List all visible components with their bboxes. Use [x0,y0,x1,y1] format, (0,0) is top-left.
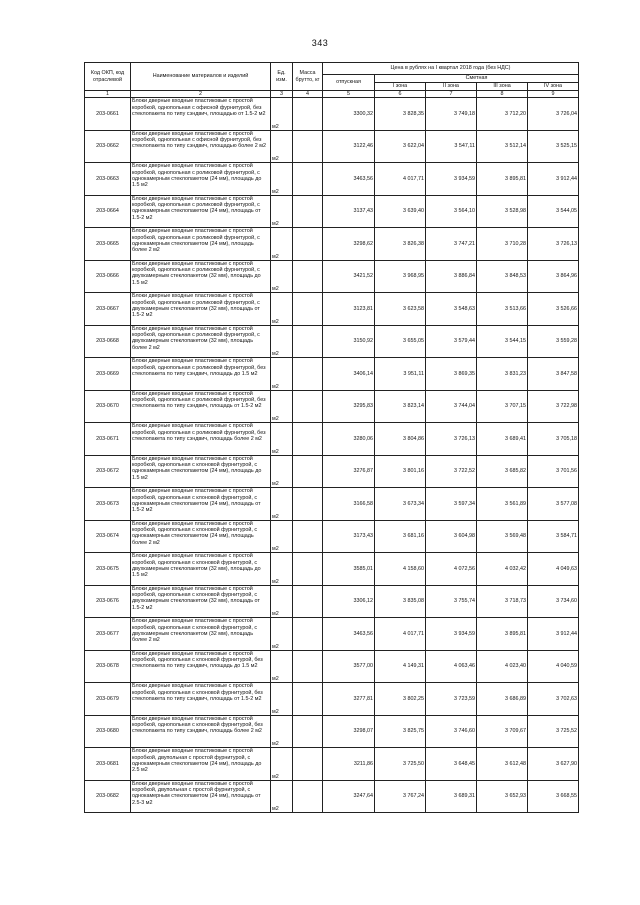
row-zone-3-price: 3 709,67 [477,715,528,748]
row-zone-2-price: 3 934,59 [426,618,477,651]
row-zone-3-price: 3 689,41 [477,423,528,456]
header-mass: Масса брутто, кг [293,63,323,91]
row-name: Блоки дверные входные пластиковые с простой коробкой, двупольная с простой фурнитурой, с однокамерным стеклопакетом (24 мм), площадь от 2.5-3 м2 [131,780,271,813]
row-unit: м2 [271,585,293,618]
table-row [85,130,579,163]
row-code: 203-0668 [85,325,131,358]
col-number: 3 [271,91,293,98]
table-row [85,520,579,553]
row-code: 203-0676 [85,585,131,618]
row-unit: м2 [271,488,293,521]
row-zone-4-price: 3 668,55 [528,780,579,813]
row-name: Блоки дверные входные пластиковые с простой коробкой, однопольная с роликовой фурнитурой, с двухкамерным стеклопакетом (32 мм), площадь от 1.5-2 м2 [131,293,271,326]
row-zone-4-price: 4 049,63 [528,553,579,586]
row-code: 203-0662 [85,130,131,163]
row-zone-3-price: 3 707,15 [477,390,528,423]
row-zone-4-price: 3 526,66 [528,293,579,326]
row-zone-1-price: 4 017,71 [375,618,426,651]
row-zone-4-price: 3 584,71 [528,520,579,553]
row-zone-4-price: 3 544,05 [528,195,579,228]
row-zone-2-price: 3 722,52 [426,455,477,488]
table-row [85,715,579,748]
header-code: Код ОКП, код отраслевой [85,63,131,91]
page-number: 343 [311,38,329,48]
row-mass [293,520,323,553]
row-zone-3-price: 3 544,15 [477,325,528,358]
row-release-price: 3406,14 [323,358,375,391]
row-release-price: 3298,62 [323,228,375,261]
row-zone-2-price: 3 749,18 [426,98,477,131]
row-mass [293,390,323,423]
row-name: Блоки дверные входные пластиковые с простой коробкой, двупольная с простой фурнитурой, с однокамерным стеклопакетом (24 мм), площадь до 2.5 м2 [131,748,271,781]
row-unit: м2 [271,780,293,813]
row-name: Блоки дверные входные пластиковые с простой коробкой, однопольная с клоновой фурнитурой, без стеклопакета по типу сэндвич, площадь от 1.5-2 м2 [131,683,271,716]
row-zone-3-price: 3 512,14 [477,130,528,163]
row-release-price: 3247,64 [323,780,375,813]
row-zone-1-price: 3 825,75 [375,715,426,748]
row-zone-4-price: 3 912,44 [528,163,579,196]
row-unit: м2 [271,358,293,391]
row-zone-3-price: 3 718,73 [477,585,528,618]
row-code: 203-0671 [85,423,131,456]
row-zone-3-price: 3 686,89 [477,683,528,716]
table-row [85,390,579,423]
row-zone-3-price: 3 712,20 [477,98,528,131]
row-release-price: 3300,32 [323,98,375,131]
row-zone-2-price: 3 564,10 [426,195,477,228]
row-zone-3-price: 3 848,53 [477,260,528,293]
row-zone-2-price: 3 547,11 [426,130,477,163]
row-release-price: 3123,81 [323,293,375,326]
table-row [85,293,579,326]
row-code: 203-0674 [85,520,131,553]
row-code: 203-0672 [85,455,131,488]
col-number: 8 [477,91,528,98]
row-unit: м2 [271,293,293,326]
table-row [85,553,579,586]
col-number: 2 [131,91,271,98]
row-zone-1-price: 3 681,16 [375,520,426,553]
row-mass [293,228,323,261]
row-code: 203-0675 [85,553,131,586]
row-zone-2-price: 3 597,34 [426,488,477,521]
row-zone-4-price: 3 726,04 [528,98,579,131]
table-row [85,358,579,391]
table-row [85,585,579,618]
row-zone-1-price: 3 801,16 [375,455,426,488]
row-unit: м2 [271,325,293,358]
row-mass [293,488,323,521]
row-mass [293,423,323,456]
row-zone-4-price: 3 702,63 [528,683,579,716]
row-zone-1-price: 3 767,24 [375,780,426,813]
row-zone-2-price: 3 755,74 [426,585,477,618]
row-zone-1-price: 3 622,04 [375,130,426,163]
header-zone-4: IV зона [528,83,579,91]
row-name: Блоки дверные входные пластиковые с простой коробкой, однопольная с клоновой фурнитурой, с однокамерным стеклопакетом (24 мм), площадь от 1.5-2 м2 [131,488,271,521]
row-zone-1-price: 3 828,35 [375,98,426,131]
header-price-group: Цена в рублях на I квартал 2018 года (без НДС) [323,63,579,75]
row-release-price: 3421,52 [323,260,375,293]
row-zone-4-price: 3 847,58 [528,358,579,391]
col-number: 9 [528,91,579,98]
row-release-price: 3295,83 [323,390,375,423]
row-release-price: 3463,56 [323,618,375,651]
row-zone-2-price: 3 886,84 [426,260,477,293]
row-mass [293,618,323,651]
col-number: 5 [323,91,375,98]
table-row [85,98,579,131]
row-mass [293,650,323,683]
row-name: Блоки дверные входные пластиковые с простой коробкой, однопольная с роликовой фурнитурой, без стеклопакета по типу сэндвич, площадь более 2 м2 [131,423,271,456]
row-unit: м2 [271,130,293,163]
row-mass [293,358,323,391]
row-release-price: 3276,87 [323,455,375,488]
row-release-price: 3122,46 [323,130,375,163]
row-code: 203-0666 [85,260,131,293]
row-zone-1-price: 3 804,86 [375,423,426,456]
row-zone-1-price: 3 639,40 [375,195,426,228]
table-body [85,98,579,813]
row-zone-2-price: 3 579,44 [426,325,477,358]
row-zone-3-price: 3 513,66 [477,293,528,326]
row-zone-2-price: 3 689,31 [426,780,477,813]
row-zone-2-price: 4 063,46 [426,650,477,683]
table-row [85,748,579,781]
row-zone-2-price: 3 934,59 [426,163,477,196]
row-unit: м2 [271,455,293,488]
row-zone-4-price: 3 559,28 [528,325,579,358]
row-unit: м2 [271,650,293,683]
row-zone-4-price: 3 577,08 [528,488,579,521]
row-release-price: 3211,86 [323,748,375,781]
row-zone-2-price: 3 726,13 [426,423,477,456]
row-zone-1-price: 3 802,25 [375,683,426,716]
row-unit: м2 [271,618,293,651]
row-code: 203-0681 [85,748,131,781]
row-zone-4-price: 3 912,44 [528,618,579,651]
row-zone-1-price: 3 655,05 [375,325,426,358]
row-release-price: 3306,12 [323,585,375,618]
row-zone-3-price: 3 895,81 [477,618,528,651]
row-mass [293,163,323,196]
row-code: 203-0680 [85,715,131,748]
row-zone-3-price: 3 710,28 [477,228,528,261]
row-name: Блоки дверные входные пластиковые с простой коробкой, однопольная с роликовой фурнитурой, с однокамерным стеклопакетом (24 мм), площадь до 1.5 м2 [131,163,271,196]
row-code: 203-0665 [85,228,131,261]
row-mass [293,325,323,358]
row-zone-4-price: 3 734,60 [528,585,579,618]
row-mass [293,130,323,163]
header-name: Наименование материалов и изделий [131,63,271,91]
row-zone-3-price: 3 612,48 [477,748,528,781]
row-zone-1-price: 3 951,11 [375,358,426,391]
row-release-price: 3463,56 [323,163,375,196]
table-row [85,228,579,261]
row-unit: м2 [271,715,293,748]
table-row [85,455,579,488]
header-estimate: Сметная [375,75,579,83]
row-zone-2-price: 3 869,35 [426,358,477,391]
row-zone-1-price: 3 835,08 [375,585,426,618]
row-name: Блоки дверные входные пластиковые с простой коробкой, однопольная с роликовой фурнитурой, с двухкамерным стеклопакетом (32 мм), площадь до 1.5 м2 [131,260,271,293]
row-zone-1-price: 3 968,95 [375,260,426,293]
row-zone-1-price: 3 826,38 [375,228,426,261]
row-mass [293,585,323,618]
header-zone-3: III зона [477,83,528,91]
row-name: Блоки дверные входные пластиковые с простой коробкой, однопольная с офисной фурнитурой, без стеклопакета по типу сэндвич, площадью от 1.5-2 м2 [131,98,271,131]
row-zone-1-price: 4 158,60 [375,553,426,586]
row-zone-1-price: 4 017,71 [375,163,426,196]
row-release-price: 3280,06 [323,423,375,456]
row-zone-2-price: 3 648,45 [426,748,477,781]
row-mass [293,780,323,813]
row-unit: м2 [271,228,293,261]
row-zone-3-price: 4 032,42 [477,553,528,586]
row-zone-4-price: 3 725,52 [528,715,579,748]
table-row [85,650,579,683]
row-zone-3-price: 3 528,98 [477,195,528,228]
table-row [85,423,579,456]
row-unit: м2 [271,423,293,456]
row-zone-4-price: 3 525,15 [528,130,579,163]
row-name: Блоки дверные входные пластиковые с простой коробкой, однопольная с клоновой фурнитурой, без стеклопакета по типу сэндвич, площадь до 1.5 м2 [131,650,271,683]
row-name: Блоки дверные входные пластиковые с простой коробкой, однопольная с офисной фурнитурой, без стеклопакета по типу сэндвич, площадью более 2 м2 [131,130,271,163]
row-code: 203-0667 [85,293,131,326]
row-code: 203-0664 [85,195,131,228]
row-zone-1-price: 3 725,50 [375,748,426,781]
row-name: Блоки дверные входные пластиковые с простой коробкой, однопольная с клоновой фурнитурой, с однокамерным стеклопакетом (24 мм), площадь до 1.5 м2 [131,455,271,488]
row-zone-1-price: 3 673,34 [375,488,426,521]
row-code: 203-0677 [85,618,131,651]
table-row [85,780,579,813]
table-row [85,488,579,521]
header-zone-1: I зона [375,83,426,91]
table-row [85,618,579,651]
row-unit: м2 [271,260,293,293]
row-zone-3-price: 4 023,40 [477,650,528,683]
row-zone-2-price: 3 548,63 [426,293,477,326]
row-code: 203-0670 [85,390,131,423]
row-zone-4-price: 3 722,98 [528,390,579,423]
row-zone-3-price: 3 561,89 [477,488,528,521]
row-release-price: 3577,00 [323,650,375,683]
row-unit: м2 [271,195,293,228]
row-unit: м2 [271,748,293,781]
col-number: 6 [375,91,426,98]
row-unit: м2 [271,390,293,423]
header-release: отпускная [323,75,375,91]
row-mass [293,748,323,781]
row-zone-2-price: 3 746,60 [426,715,477,748]
row-zone-1-price: 4 149,31 [375,650,426,683]
row-zone-2-price: 4 072,56 [426,553,477,586]
row-zone-2-price: 3 604,98 [426,520,477,553]
row-mass [293,293,323,326]
row-mass [293,260,323,293]
row-release-price: 3150,92 [323,325,375,358]
price-table [84,62,579,813]
row-mass [293,715,323,748]
row-zone-2-price: 3 723,59 [426,683,477,716]
row-unit: м2 [271,98,293,131]
header-zone-2: II зона [426,83,477,91]
row-mass [293,455,323,488]
row-unit: м2 [271,683,293,716]
row-mass [293,683,323,716]
row-zone-4-price: 3 627,90 [528,748,579,781]
col-number: 4 [293,91,323,98]
row-code: 203-0679 [85,683,131,716]
col-number: 7 [426,91,477,98]
row-zone-4-price: 3 705,18 [528,423,579,456]
row-unit: м2 [271,163,293,196]
row-zone-3-price: 3 831,23 [477,358,528,391]
row-code: 203-0661 [85,98,131,131]
table-row [85,260,579,293]
row-name: Блоки дверные входные пластиковые с простой коробкой, однопольная с клоновой фурнитурой, без стеклопакета по типу сэндвич, площадь более 2 м2 [131,715,271,748]
col-number: 1 [85,91,131,98]
row-zone-3-price: 3 569,48 [477,520,528,553]
table-row [85,683,579,716]
row-zone-1-price: 3 823,14 [375,390,426,423]
row-name: Блоки дверные входные пластиковые с простой коробкой, однопольная с роликовой фурнитурой, с двухкамерным стеклопакетом (32 мм), площадь более 2 м2 [131,325,271,358]
table-row [85,163,579,196]
row-mass [293,195,323,228]
row-zone-3-price: 3 685,82 [477,455,528,488]
row-zone-3-price: 3 652,93 [477,780,528,813]
row-zone-4-price: 3 726,13 [528,228,579,261]
row-release-price: 3166,58 [323,488,375,521]
table-row [85,195,579,228]
row-mass [293,98,323,131]
row-code: 203-0669 [85,358,131,391]
row-release-price: 3277,81 [323,683,375,716]
row-name: Блоки дверные входные пластиковые с простой коробкой, однопольная с клоновой фурнитурой, с двухкамерным стеклопакетом (32 мм), площадь более 2 м2 [131,618,271,651]
row-name: Блоки дверные входные пластиковые с простой коробкой, однопольная с роликовой фурнитурой, с однокамерным стеклопакетом (24 мм), площадь более 2 м2 [131,228,271,261]
row-name: Блоки дверные входные пластиковые с простой коробкой, однопольная с клоновой фурнитурой, с однокамерным стеклопакетом (24 мм), площадь более 2 м2 [131,520,271,553]
row-zone-4-price: 4 040,59 [528,650,579,683]
row-name: Блоки дверные входные пластиковые с простой коробкой, однопольная с клоновой фурнитурой, с двухкамерным стеклопакетом (32 мм), площадь до 1.5 м2 [131,553,271,586]
row-mass [293,553,323,586]
row-zone-4-price: 3 701,56 [528,455,579,488]
header-unit: Ед. изм. [271,63,293,91]
row-name: Блоки дверные входные пластиковые с простой коробкой, однопольная с клоновой фурнитурой, с двухкамерным стеклопакетом (32 мм), площадь от 1.5-2 м2 [131,585,271,618]
row-zone-2-price: 3 747,21 [426,228,477,261]
table-row [85,325,579,358]
row-unit: м2 [271,553,293,586]
row-release-price: 3137,43 [323,195,375,228]
row-code: 203-0682 [85,780,131,813]
row-name: Блоки дверные входные пластиковые с простой коробкой, однопольная с роликовой фурнитурой, без стеклопакета по типу сэндвич, площадь от 1.5-2 м2 [131,390,271,423]
row-unit: м2 [271,520,293,553]
row-code: 203-0663 [85,163,131,196]
row-name: Блоки дверные входные пластиковые с простой коробкой, однопольная с роликовой фурнитурой, без стеклопакета по типу сэндвич, площадь до 1.5 м2 [131,358,271,391]
row-zone-4-price: 3 864,96 [528,260,579,293]
row-zone-2-price: 3 744,04 [426,390,477,423]
row-zone-3-price: 3 895,81 [477,163,528,196]
row-zone-1-price: 3 623,58 [375,293,426,326]
row-code: 203-0678 [85,650,131,683]
row-release-price: 3298,07 [323,715,375,748]
row-name: Блоки дверные входные пластиковые с простой коробкой, однопольная с роликовой фурнитурой, с однокамерным стеклопакетом (24 мм), площадь от 1.5-2 м2 [131,195,271,228]
row-release-price: 3585,01 [323,553,375,586]
row-code: 203-0673 [85,488,131,521]
row-release-price: 3173,43 [323,520,375,553]
